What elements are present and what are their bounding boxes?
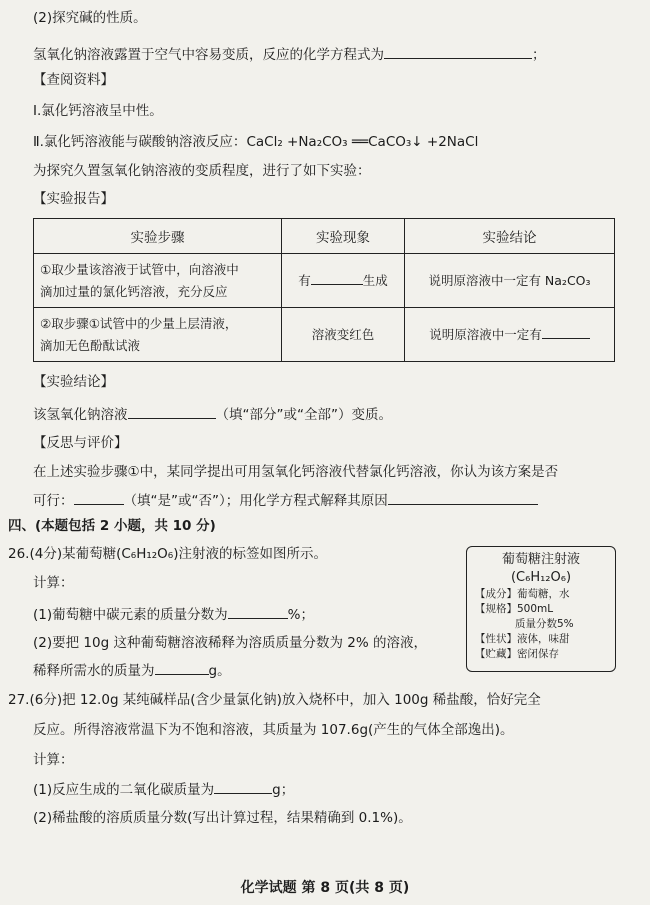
reflection-title: 【反思与评价】 bbox=[33, 435, 128, 451]
label-row: 【成分】葡萄糖，水 bbox=[475, 588, 570, 600]
phenomenon-cell: 溶液变红色 bbox=[282, 308, 405, 362]
question-27-2: (2)稀盐酸的溶质质量分数(写出计算过程，结果精确到 0.1%)。 bbox=[33, 810, 412, 826]
label-formula: (C₆H₁₂O₆) bbox=[510, 570, 572, 585]
question-26-1: (1)葡萄糖中碳元素的质量分数为 %； bbox=[33, 604, 314, 625]
answer-blank[interactable] bbox=[388, 490, 538, 505]
answer-blank[interactable] bbox=[214, 779, 272, 794]
label-row: 质量分数5% bbox=[515, 618, 574, 630]
section-four-title: 四、(本题包括 2 小题，共 10 分) bbox=[8, 518, 216, 534]
label-row: 【性状】液体，味甜 bbox=[475, 633, 570, 645]
question-27-cont: 反应。所得溶液常温下为不饱和溶液，其质量为 107.6g(产生的气体全部逸出)。 bbox=[33, 722, 514, 738]
section-header: (2)探究碱的性质。 bbox=[33, 10, 147, 26]
experiment-intro: 为探究久置氢氧化钠溶液的变质程度，进行了如下实验： bbox=[33, 163, 371, 179]
glucose-label bbox=[466, 546, 616, 672]
question-26-2-cont: 稀释所需水的质量为 g。 bbox=[33, 660, 231, 681]
answer-blank[interactable] bbox=[128, 404, 216, 419]
column-header: 实验步骤 bbox=[34, 219, 282, 254]
step-cell: ①取少量该溶液于试管中，向溶液中 滴加过量的氯化钙溶液，充分反应 bbox=[34, 254, 282, 308]
answer-blank[interactable] bbox=[228, 604, 288, 619]
report-title: 【实验报告】 bbox=[33, 191, 114, 207]
label-row: 【贮藏】密闭保存 bbox=[475, 648, 559, 660]
conclusion-cell: 说明原溶液中一定有 Na₂CO₃ bbox=[405, 254, 615, 308]
reference-item-1: Ⅰ.氯化钙溶液呈中性。 bbox=[33, 103, 163, 119]
phenomenon-cell: 有 生成 bbox=[282, 254, 405, 308]
answer-blank[interactable] bbox=[542, 324, 590, 339]
conclusion-line: 该氢氧化钠溶液 （填“部分”或“全部”）变质。 bbox=[33, 404, 392, 425]
answer-blank[interactable] bbox=[74, 490, 124, 505]
question-26-2: (2)要把 10g 这种葡萄糖溶液稀释为溶质质量分数为 2% 的溶液， bbox=[33, 635, 427, 651]
table-row bbox=[34, 254, 615, 308]
label-title: 葡萄糖注射液 bbox=[501, 552, 580, 567]
reflection-line-2: 可行： （填“是”或“否”）；用化学方程式解释其原因 bbox=[33, 490, 538, 511]
reflection-line-1: 在上述实验步骤①中，某同学提出可用氢氧化钙溶液代替氯化钙溶液，你认为该方案是否 bbox=[33, 464, 559, 480]
answer-blank[interactable] bbox=[155, 660, 209, 675]
question-27: 27.(6分)把 12.0g 某纯碱样品(含少量氯化钠)放入烧杯中，加入 100g 稀盐酸，恰好完全 bbox=[8, 692, 541, 708]
column-header: 实验结论 bbox=[405, 219, 615, 254]
table-header-row bbox=[34, 219, 615, 254]
reference-title: 【查阅资料】 bbox=[33, 72, 114, 88]
question-line-1: 氢氧化钠溶液露置于空气中容易变质，反应的化学方程式为 ； bbox=[33, 44, 546, 65]
conclusion-title: 【实验结论】 bbox=[33, 374, 114, 390]
question-27-1: (1)反应生成的二氧化碳质量为 g； bbox=[33, 779, 294, 800]
column-header: 实验现象 bbox=[282, 219, 405, 254]
question-26: 26.(4分)某葡萄糖(C₆H₁₂O₆)注射液的标签如图所示。 bbox=[8, 546, 327, 562]
step-cell: ②取步骤①试管中的少量上层清液， 滴加无色酚酞试液 bbox=[34, 308, 282, 362]
page-footer: 化学试题 第 8 页(共 8 页) bbox=[240, 880, 410, 896]
answer-blank[interactable] bbox=[384, 44, 532, 59]
table-row bbox=[34, 308, 615, 362]
calc-label: 计算： bbox=[33, 575, 74, 591]
label-row: 【规格】500mL bbox=[475, 603, 554, 615]
conclusion-cell: 说明原溶液中一定有 bbox=[405, 308, 615, 362]
reference-item-2: Ⅱ.氯化钙溶液能与碳酸钠溶液反应：CaCl₂ +Na₂CO₃ ══CaCO₃↓ +2NaCl bbox=[33, 134, 479, 150]
answer-blank[interactable] bbox=[311, 270, 363, 285]
chemical-equation: CaCl₂ +Na₂CO₃ ══CaCO₃↓ +2NaCl bbox=[246, 134, 479, 150]
experiment-table bbox=[33, 218, 615, 362]
calc-label: 计算： bbox=[33, 752, 74, 768]
